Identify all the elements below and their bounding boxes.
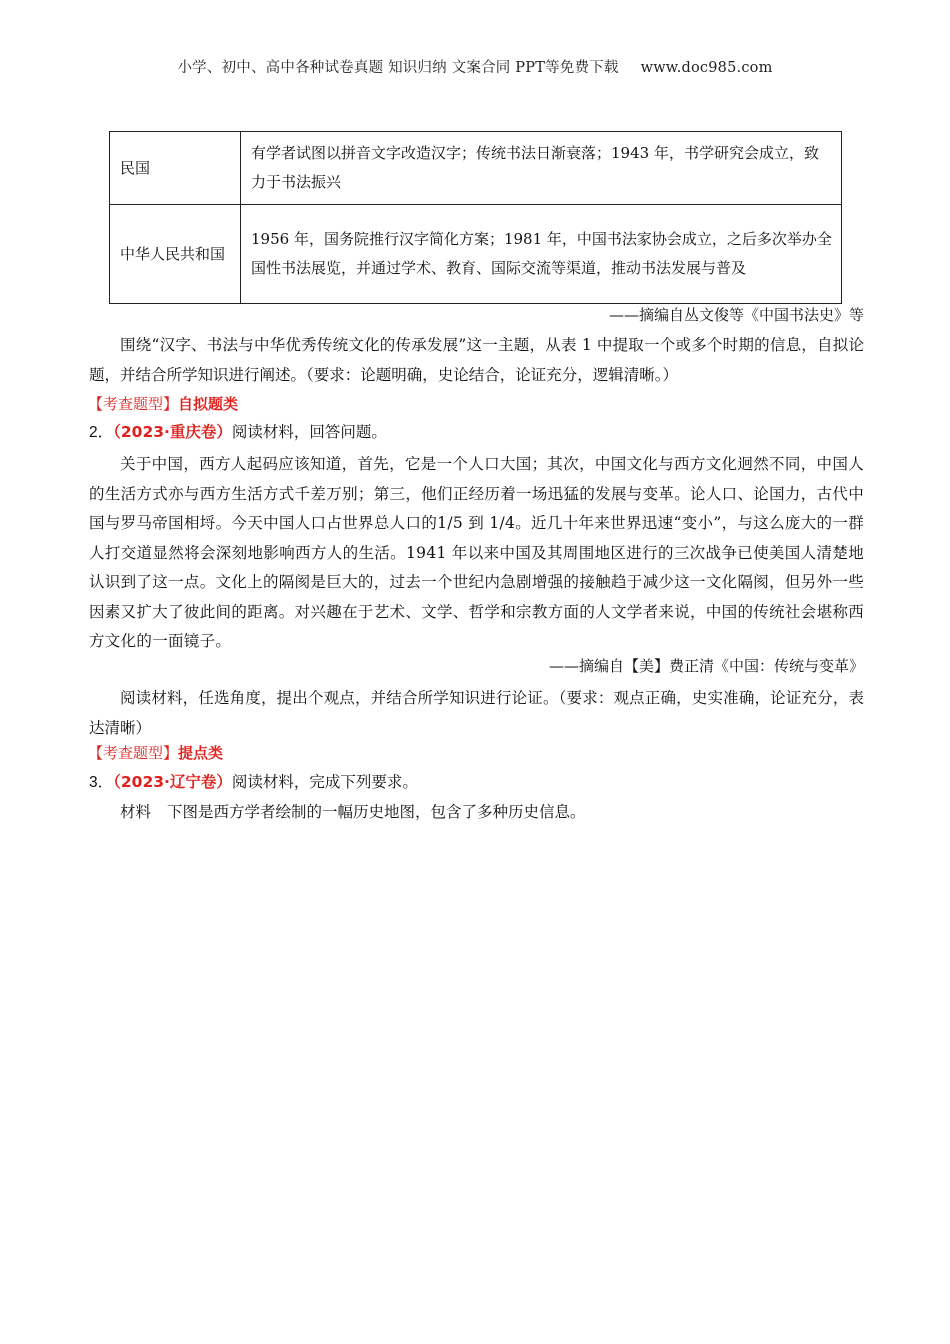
q3-lead: 阅读材料，完成下列要求。 (231, 773, 418, 791)
q3-heading (89, 771, 869, 794)
q3-material-text: 下图是西方学者绘制的一幅历史地图，包含了多种历史信息。 (167, 803, 586, 821)
table-era-cell: 民国 (110, 132, 241, 205)
header-text: 小学、初中、高中各种试卷真题 知识归纳 文案合同 PPT等免费下载 (177, 60, 619, 76)
section2-tag-type: 自拟题类 (178, 395, 239, 413)
q2-heading (89, 421, 869, 444)
table-source: ——摘编自丛文俊等《中国书法史》等 (608, 306, 864, 324)
q2-material: 关于中国，西方人起码应该知道，首先，它是一个人口大国；其次，中国文化与西方文化迥然不同，中国人的生活方式亦与西方生活方式千差万别；第三，他们正经历着一场迅猛的发展与变革。论人口、论国力，古代中国与罗马帝国相埒。今天中国人口占世界总人口的1/5 到 1/4。近几十年来世界迅速“变小”，与这么庞大的一群人打交道显然将会深刻地影响西方人的生活。1941 年以来中国及其周围地区进行的三次战争已使美国人清楚地认识到了这一点。文化上的隔阂是巨大的，过去一个世纪内急剧增强的接触趋于减少这一文化隔阂，但另外一些因素又扩大了彼此间的距离。对兴趣在于艺术、文学、哲学和宗教方面的人文学者来说，中国的传统社会堪称西方文化的一面镜子。 (89, 455, 864, 650)
table-desc-cell: 有学者试图以拼音文字改造汉字；传统书法日渐衰落；1943 年，书学研究会成立，致力于书法振兴 (241, 132, 842, 205)
q2-source: （2023·重庆卷） (113, 423, 232, 441)
section2-tag-bracket: 【考查题型】 (88, 395, 179, 413)
table-desc-cell: 1956 年，国务院推行汉字简化方案；1981 年，中国书法家协会成立，之后多次举办全国性书法展览，并通过学术、教育、国际交流等渠道，推动书法发展与普及 (241, 205, 842, 304)
q2-number: 2． (89, 424, 114, 441)
table-era-cell: 中华人民共和国 (110, 205, 241, 304)
table-row (110, 132, 842, 205)
q3-source: （2023·辽宁卷） (113, 773, 232, 791)
section2-tag (88, 393, 238, 414)
section3-tag-bracket: 【考查题型】 (88, 744, 179, 762)
section3-tag (88, 742, 223, 763)
section3-tag-type: 提点类 (178, 744, 224, 762)
q3-material-label: 材料 (120, 803, 152, 821)
header-url[interactable]: www.doc985.com (640, 60, 773, 76)
q2-lead: 阅读材料，回答问题。 (231, 423, 387, 441)
q3-material-line (120, 801, 900, 823)
table-row (110, 205, 842, 304)
q2-prompt: 阅读材料，任选角度，提出个观点，并结合所学知识进行论证。（要求：观点正确，史实准确，论证充分，表达清晰） (89, 689, 864, 737)
q1-prompt: 围绕“汉字、书法与中华优秀传统文化的传承发展”这一主题，从表 1 中提取一个或多个时期的信息，自拟论题，并结合所学知识进行阐述。（要求：论题明确，史论结合，论证充分，逻辑清晰。） (89, 336, 864, 384)
page-header (0, 56, 950, 77)
q3-number: 3． (89, 774, 114, 791)
q2-material-source: ——摘编自【美】费正清《中国：传统与变革》 (548, 657, 864, 675)
history-table (109, 131, 842, 304)
